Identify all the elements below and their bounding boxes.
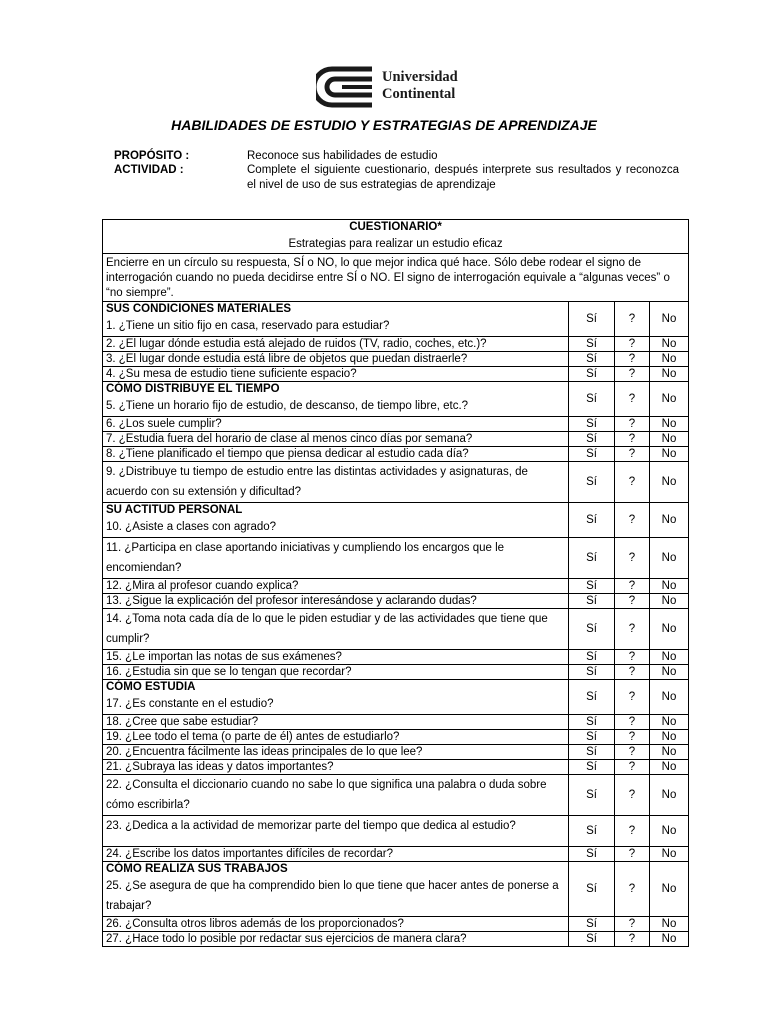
section-title: CÓMO DISTRIBUYE EL TIEMPO — [106, 383, 280, 395]
question-text: 25. ¿Se asegura de que ha comprendido bien lo que tiene que hacer antes de ponerse a trabajar? — [106, 880, 559, 912]
answer-option-no[interactable]: No — [650, 745, 689, 760]
question-cell — [103, 680, 569, 715]
answer-option-yes[interactable]: Sí — [569, 917, 615, 932]
question-row — [103, 462, 689, 503]
question-text: 2. ¿El lugar dónde estudia está alejado de ruidos (TV, radio, coches, etc.)? — [106, 338, 487, 350]
purpose-label: PROPÓSITO : — [114, 150, 190, 162]
answer-option-yes[interactable]: Sí — [569, 579, 615, 594]
question-cell — [103, 760, 569, 775]
answer-option-yes[interactable]: Sí — [569, 432, 615, 447]
answer-option-maybe[interactable]: ? — [615, 665, 650, 680]
answer-option-maybe[interactable]: ? — [615, 760, 650, 775]
question-row — [103, 352, 689, 367]
question-row — [103, 367, 689, 382]
question-row — [103, 917, 689, 932]
answer-option-yes[interactable]: Sí — [569, 538, 615, 579]
answer-option-maybe[interactable]: ? — [615, 917, 650, 932]
answer-option-yes[interactable]: Sí — [569, 932, 615, 947]
question-cell — [103, 352, 569, 367]
question-text: 22. ¿Consulta el diccionario cuando no sabe lo que significa una palabra o duda sobre cómo escribirla? — [106, 779, 547, 811]
question-text: 17. ¿Es constante en el estudio? — [106, 698, 274, 710]
answer-option-maybe[interactable]: ? — [615, 352, 650, 367]
answer-option-yes[interactable]: Sí — [569, 650, 615, 665]
answer-option-yes[interactable]: Sí — [569, 503, 615, 538]
answer-option-yes[interactable]: Sí — [569, 417, 615, 432]
answer-option-no[interactable]: No — [650, 302, 689, 337]
answer-option-maybe[interactable]: ? — [615, 775, 650, 816]
answer-option-no[interactable]: No — [650, 462, 689, 503]
question-row — [103, 417, 689, 432]
answer-option-maybe[interactable]: ? — [615, 462, 650, 503]
answer-option-maybe[interactable]: ? — [615, 337, 650, 352]
answer-option-no[interactable]: No — [650, 432, 689, 447]
answer-option-yes[interactable]: Sí — [569, 745, 615, 760]
question-row — [103, 745, 689, 760]
question-row — [103, 862, 689, 917]
answer-option-no[interactable]: No — [650, 337, 689, 352]
question-cell — [103, 462, 569, 503]
question-row — [103, 932, 689, 947]
question-text: 7. ¿Estudia fuera del horario de clase al menos cinco días por semana? — [106, 433, 473, 445]
question-cell — [103, 932, 569, 947]
question-cell — [103, 367, 569, 382]
answer-option-no[interactable]: No — [650, 862, 689, 917]
question-row — [103, 816, 689, 847]
question-cell — [103, 775, 569, 816]
answer-option-yes[interactable]: Sí — [569, 337, 615, 352]
answer-option-yes[interactable]: Sí — [569, 760, 615, 775]
answer-option-yes[interactable]: Sí — [569, 594, 615, 609]
question-text: 27. ¿Hace todo lo posible por redactar sus ejercicios de manera clara? — [106, 933, 467, 945]
answer-option-no[interactable]: No — [650, 847, 689, 862]
answer-option-no[interactable]: No — [650, 715, 689, 730]
question-text: 8. ¿Tiene planificado el tiempo que piensa dedicar al estudio cada día? — [106, 448, 469, 460]
answer-option-no[interactable]: No — [650, 417, 689, 432]
question-text: 16. ¿Estudia sin que se lo tengan que recordar? — [106, 666, 352, 678]
question-cell — [103, 447, 569, 462]
answer-option-maybe[interactable]: ? — [615, 538, 650, 579]
answer-option-maybe[interactable]: ? — [615, 609, 650, 650]
question-text: 15. ¿Le importan las notas de sus exámenes? — [106, 651, 342, 663]
answer-option-maybe[interactable]: ? — [615, 730, 650, 745]
answer-option-yes[interactable]: Sí — [569, 730, 615, 745]
answer-option-yes[interactable]: Sí — [569, 352, 615, 367]
answer-option-no[interactable]: No — [650, 775, 689, 816]
question-text: 9. ¿Distribuye tu tiempo de estudio entre las distintas actividades y asignaturas, de acuerdo con su extensión y dificultad? — [106, 466, 528, 498]
answer-option-maybe[interactable]: ? — [615, 594, 650, 609]
question-row — [103, 594, 689, 609]
answer-option-maybe[interactable]: ? — [615, 816, 650, 847]
question-cell — [103, 816, 569, 847]
answer-option-no[interactable]: No — [650, 609, 689, 650]
questionnaire-table — [102, 219, 689, 947]
question-row — [103, 730, 689, 745]
answer-option-maybe[interactable]: ? — [615, 862, 650, 917]
question-row — [103, 503, 689, 538]
activity-value: Complete el siguiente cuestionario, después interprete sus resultados y reconozca el nivel de uso de sus estrategias de aprendizaje — [247, 164, 679, 191]
question-text: 5. ¿Tiene un horario fijo de estudio, de descanso, de tiempo libre, etc.? — [106, 400, 469, 412]
question-row — [103, 775, 689, 816]
answer-option-no[interactable]: No — [650, 650, 689, 665]
question-cell — [103, 730, 569, 745]
answer-option-yes[interactable]: Sí — [569, 715, 615, 730]
answer-option-maybe[interactable]: ? — [615, 503, 650, 538]
answer-option-yes[interactable]: Sí — [569, 367, 615, 382]
question-text: 18. ¿Cree que sabe estudiar? — [106, 716, 259, 728]
answer-option-maybe[interactable]: ? — [615, 650, 650, 665]
question-text: 14. ¿Toma nota cada día de lo que le piden estudiar y de las actividades que tiene que cumplir? — [106, 613, 548, 645]
answer-option-no[interactable]: No — [650, 917, 689, 932]
answer-option-yes[interactable]: Sí — [569, 462, 615, 503]
question-cell — [103, 650, 569, 665]
answer-option-maybe[interactable]: ? — [615, 715, 650, 730]
question-row — [103, 337, 689, 352]
question-text: 21. ¿Subraya las ideas y datos importantes? — [106, 761, 334, 773]
question-row — [103, 847, 689, 862]
answer-option-maybe[interactable]: ? — [615, 367, 650, 382]
question-cell — [103, 715, 569, 730]
answer-option-maybe[interactable]: ? — [615, 447, 650, 462]
question-row — [103, 579, 689, 594]
question-cell — [103, 665, 569, 680]
question-row — [103, 538, 689, 579]
section-title: CÓMO REALIZA SUS TRABAJOS — [106, 863, 288, 875]
question-row — [103, 665, 689, 680]
answer-option-no[interactable]: No — [650, 367, 689, 382]
question-text: 11. ¿Participa en clase aportando iniciativas y cumpliendo los encargos que le encomiendan? — [106, 542, 505, 574]
question-text: 13. ¿Sigue la explicación del profesor interesándose y aclarando dudas? — [106, 595, 477, 607]
university-logo — [316, 66, 476, 108]
question-cell — [103, 579, 569, 594]
answer-option-yes[interactable]: Sí — [569, 775, 615, 816]
question-cell — [103, 382, 569, 417]
question-cell — [103, 917, 569, 932]
question-cell — [103, 417, 569, 432]
question-row — [103, 447, 689, 462]
question-cell — [103, 538, 569, 579]
question-cell — [103, 745, 569, 760]
question-text: 23. ¿Dedica a la actividad de memorizar parte del tiempo que dedica al estudio? — [106, 820, 516, 832]
answer-option-no[interactable]: No — [650, 932, 689, 947]
question-row — [103, 680, 689, 715]
question-cell — [103, 337, 569, 352]
question-text: 20. ¿Encuentra fácilmente las ideas principales de lo que lee? — [106, 746, 423, 758]
answer-option-no[interactable]: No — [650, 538, 689, 579]
answer-option-maybe[interactable]: ? — [615, 432, 650, 447]
question-text: 12. ¿Mira al profesor cuando explica? — [106, 580, 299, 592]
question-text: 24. ¿Escribe los datos importantes difíciles de recordar? — [106, 848, 393, 860]
question-text: 19. ¿Lee todo el tema (o parte de él) antes de estudiarlo? — [106, 731, 400, 743]
question-row — [103, 650, 689, 665]
answer-option-yes[interactable]: Sí — [569, 302, 615, 337]
answer-option-maybe[interactable]: ? — [615, 302, 650, 337]
answer-option-maybe[interactable]: ? — [615, 417, 650, 432]
question-row — [103, 382, 689, 417]
question-row — [103, 302, 689, 337]
answer-option-yes[interactable]: Sí — [569, 382, 615, 417]
question-text: 26. ¿Consulta otros libros además de los proporcionados? — [106, 918, 404, 930]
answer-option-maybe[interactable]: ? — [615, 932, 650, 947]
question-text: 3. ¿El lugar donde estudia está libre de objetos que puedan distraerle? — [106, 353, 468, 365]
purpose-value: Reconoce sus habilidades de estudio — [247, 150, 438, 162]
question-cell — [103, 503, 569, 538]
answer-option-no[interactable]: No — [650, 760, 689, 775]
questionnaire-header — [103, 220, 689, 254]
page-title: HABILIDADES DE ESTUDIO Y ESTRATEGIAS DE APRENDIZAJE — [171, 117, 597, 133]
answer-option-yes[interactable]: Sí — [569, 816, 615, 847]
question-cell — [103, 862, 569, 917]
answer-option-no[interactable]: No — [650, 352, 689, 367]
answer-option-yes[interactable]: Sí — [569, 447, 615, 462]
question-row — [103, 760, 689, 775]
answer-option-no[interactable]: No — [650, 680, 689, 715]
question-text: 6. ¿Los suele cumplir? — [106, 418, 222, 430]
question-row — [103, 715, 689, 730]
logo-line-2: Continental — [382, 86, 456, 102]
answer-option-maybe[interactable]: ? — [615, 382, 650, 417]
answer-option-no[interactable]: No — [650, 730, 689, 745]
question-text: 10. ¿Asiste a clases con agrado? — [106, 521, 277, 533]
section-title: SUS CONDICIONES MATERIALES — [106, 303, 292, 315]
answer-option-maybe[interactable]: ? — [615, 680, 650, 715]
question-row — [103, 609, 689, 650]
answer-option-no[interactable]: No — [650, 665, 689, 680]
question-cell — [103, 847, 569, 862]
answer-option-no[interactable]: No — [650, 579, 689, 594]
answer-option-yes[interactable]: Sí — [569, 680, 615, 715]
question-cell — [103, 609, 569, 650]
question-cell — [103, 302, 569, 337]
answer-option-maybe[interactable]: ? — [615, 579, 650, 594]
answer-option-yes[interactable]: Sí — [569, 665, 615, 680]
answer-option-no[interactable]: No — [650, 503, 689, 538]
answer-option-yes[interactable]: Sí — [569, 862, 615, 917]
section-title: CÓMO ESTUDIA — [106, 681, 196, 693]
section-title: SU ACTITUD PERSONAL — [106, 504, 243, 516]
answer-option-maybe[interactable]: ? — [615, 745, 650, 760]
question-cell — [103, 432, 569, 447]
logo-line-1: Universidad — [382, 69, 458, 85]
instructions: Encierre en un círculo su respuesta, SÍ o NO, lo que mejor indica qué hace. Sólo debe rodear el signo de interrogación cuando no pueda decidirse entre SÍ o NO. El signo de interrogación equivale a “algunas veces” o “no siempre”. — [103, 254, 689, 302]
answer-option-yes[interactable]: Sí — [569, 847, 615, 862]
answer-option-no[interactable]: No — [650, 447, 689, 462]
activity-label: ACTIVIDAD : — [114, 164, 184, 176]
answer-option-no[interactable]: No — [650, 816, 689, 847]
answer-option-yes[interactable]: Sí — [569, 609, 615, 650]
question-text: 4. ¿Su mesa de estudio tiene suficiente espacio? — [106, 368, 357, 380]
answer-option-no[interactable]: No — [650, 382, 689, 417]
answer-option-maybe[interactable]: ? — [615, 847, 650, 862]
questionnaire-subheading: Estrategias para realizar un estudio eficaz — [288, 238, 503, 250]
question-cell — [103, 594, 569, 609]
answer-option-no[interactable]: No — [650, 594, 689, 609]
questionnaire-heading: CUESTIONARIO* — [349, 221, 442, 233]
question-text: 1. ¿Tiene un sitio fijo en casa, reservado para estudiar? — [106, 320, 390, 332]
university-logo-icon — [316, 66, 374, 108]
question-row — [103, 432, 689, 447]
